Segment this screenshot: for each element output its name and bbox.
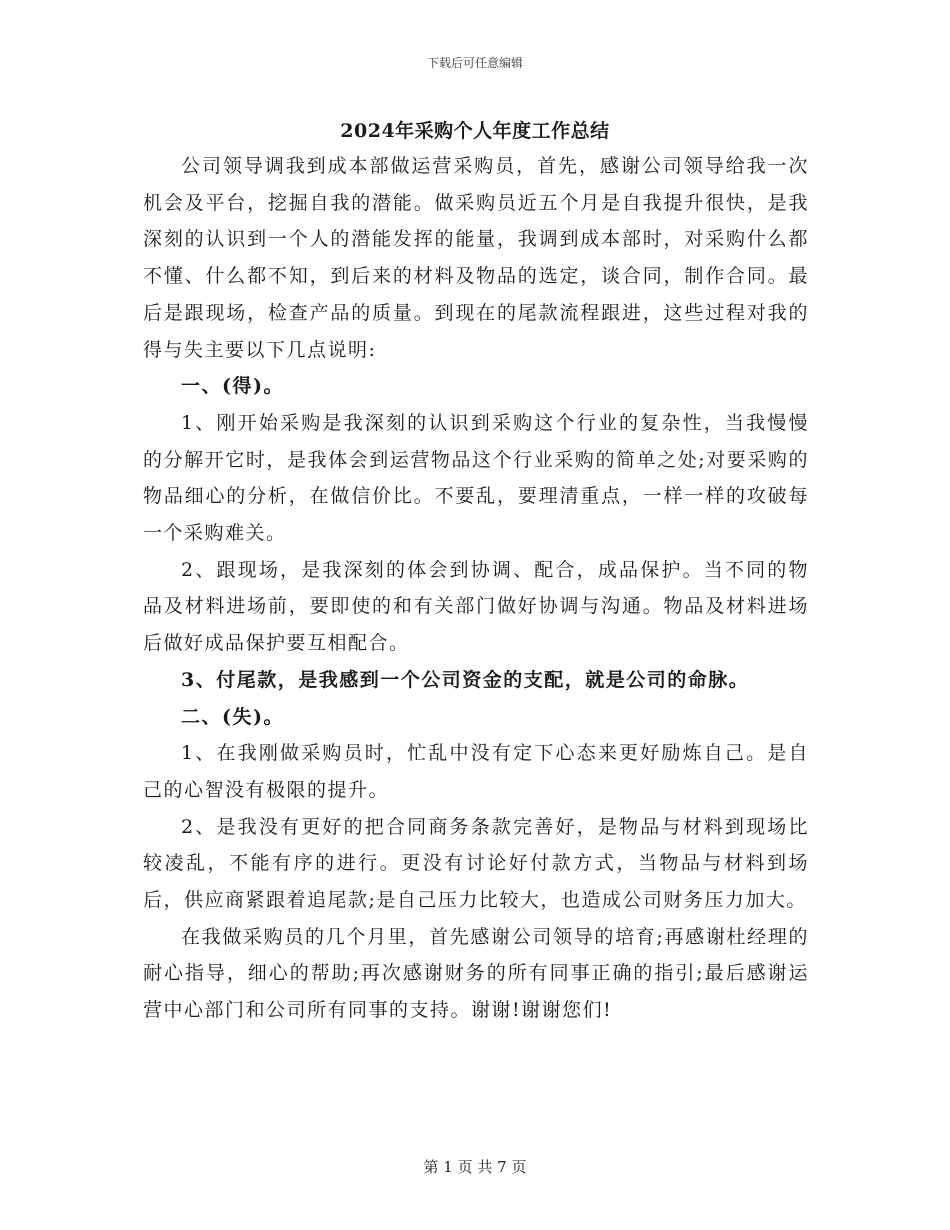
paragraph-closing: 在我做采购员的几个月里，首先感谢公司领导的培育;再感谢杜经理的耐心指导，细心的帮助;再次感谢财务的所有同事正确的指引;最后感谢运营中心部门和公司所有同事的支持。谢谢!谢谢您们! (143, 925, 809, 1022)
document-title: 2024年采购个人年度工作总结 (340, 120, 610, 142)
document-body (143, 148, 809, 1029)
paragraph-gain-1: 1、刚开始采购是我深刻的认识到采购这个行业的复杂性，当我慢慢的分解开它时，是我体会到运营物品这个行业采购的简单之处;对要采购的物品细心的分析，在做信价比。不要乱，要理清重点，一样一样的攻破每一个采购难关。 (143, 411, 809, 545)
paragraph-gain-3: 3、付尾款，是我感到一个公司资金的支配，就是公司的命脉。 (181, 668, 750, 691)
page-number: 第 1 页 共 7 页 (423, 1158, 527, 1176)
section-heading-gains: 一、(得)。 (181, 375, 284, 398)
paragraph-loss-2: 2、是我没有更好的把合同商务条款完善好，是物品与材料到现场比较凌乱，不能有序的进行。更没有讨论好付款方式，当物品与材料到场后，供应商紧跟着追尾款;是自己压力比较大，也造成公司财务压力加大。 (143, 815, 809, 912)
paragraph-intro: 公司领导调我到成本部做运营采购员，首先，感谢公司领导给我一次机会及平台，挖掘自我的潜能。做采购员近五个月是自我提升很快，是我深刻的认识到一个人的潜能发挥的能量，我调到成本部时，对采购什么都不懂、什么都不知，到后来的材料及物品的选定，谈合同，制作合同。最后是跟现场，检查产品的质量。到现在的尾款流程跟进，这些过程对我的得与失主要以下几点说明: (143, 155, 809, 361)
section-heading-losses: 二、(失)。 (181, 705, 284, 728)
paragraph-loss-1: 1、在我刚做采购员时，忙乱中没有定下心态来更好励炼自己。是自己的心智没有极限的提升。 (143, 742, 809, 801)
page-header-note: 下载后可任意编辑 (426, 56, 523, 70)
paragraph-gain-2: 2、跟现场，是我深刻的体会到协调、配合，成品保护。当不同的物品及材料进场前，要即使的和有关部门做好协调与沟通。物品及材料进场后做好成品保护要互相配合。 (143, 558, 809, 655)
